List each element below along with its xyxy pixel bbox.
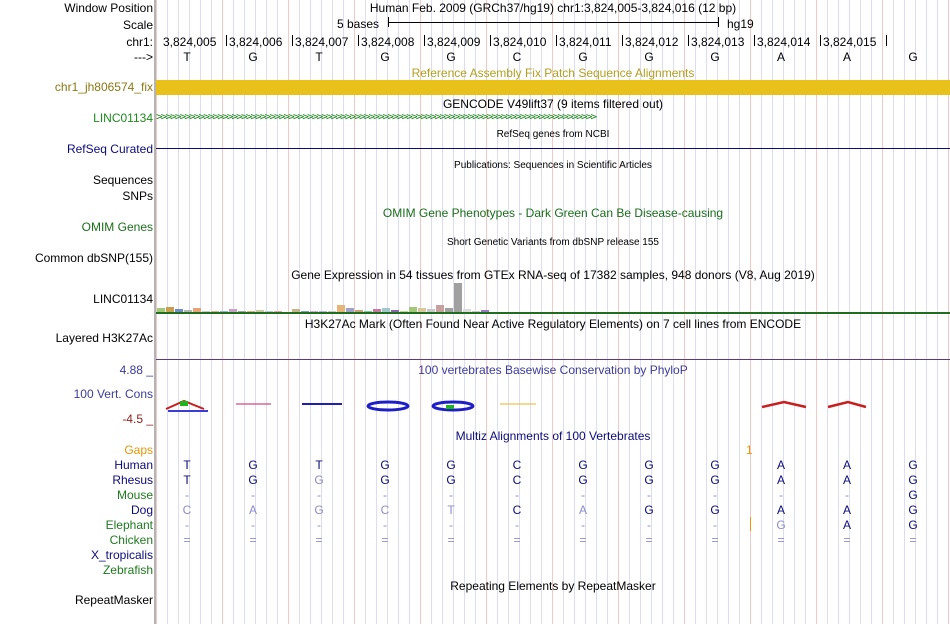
position-tick: [556, 35, 557, 46]
publications-title[interactable]: Publications: Sequences in Scientific Articles: [454, 160, 652, 171]
species-label[interactable]: Elephant: [105, 518, 153, 532]
position-label: 3,824,008: [361, 35, 415, 49]
reference-base: G: [248, 50, 258, 64]
gtex-tissue-bar[interactable]: [454, 283, 462, 313]
aligned-base: -: [185, 488, 189, 502]
strand-arrow-label: --->: [134, 50, 153, 64]
aligned-base: =: [579, 533, 587, 547]
position-label: 3,824,011: [559, 35, 612, 49]
position-label: 3,824,015: [823, 35, 877, 49]
position-tick: [490, 35, 491, 46]
aligned-base: C: [512, 473, 522, 487]
scale-bar: [388, 22, 719, 23]
phylop-min-value: -4.5 _: [122, 412, 153, 426]
gap-bar: [750, 517, 751, 531]
aligned-base: G: [578, 473, 588, 487]
aligned-base: -: [581, 488, 585, 502]
gencode-title[interactable]: GENCODE V49lift37 (9 items filtered out): [442, 97, 664, 111]
aligned-base: -: [317, 518, 321, 532]
aligned-base: T: [183, 458, 191, 472]
aligned-base: -: [713, 488, 717, 502]
refseq-title[interactable]: RefSeq genes from NCBI: [496, 129, 610, 140]
refseq-gene-line[interactable]: [156, 148, 950, 149]
aligned-base: G: [314, 473, 324, 487]
aligned-base: A: [842, 473, 851, 487]
aligned-base: -: [581, 518, 585, 532]
repeatmasker-title[interactable]: Repeating Elements by RepeatMasker: [450, 579, 656, 593]
species-label[interactable]: Chicken: [109, 533, 153, 547]
aligned-base: A: [842, 458, 851, 472]
species-label[interactable]: Zebrafish: [102, 563, 153, 577]
h3k27ac-baseline: [156, 359, 950, 360]
aligned-base: -: [251, 518, 255, 532]
aligned-base: G: [908, 458, 918, 472]
position-label: 3,824,014: [757, 35, 811, 49]
position-label: 3,824,006: [229, 35, 283, 49]
aligned-base: -: [449, 488, 453, 502]
gaps-label[interactable]: Gaps: [124, 443, 153, 457]
refseq-label[interactable]: RefSeq Curated: [66, 142, 153, 156]
fix-patch-bar[interactable]: [156, 80, 950, 95]
aligned-base: A: [776, 503, 785, 517]
gtex-title[interactable]: Gene Expression in 54 tissues from GTEx RNA-seq of 17382 samples, 948 donors (V8, Aug 2019): [291, 268, 815, 282]
aligned-base: G: [380, 473, 390, 487]
scale-text: 5 bases: [337, 17, 380, 31]
aligned-base: G: [776, 518, 786, 532]
aligned-base: A: [578, 503, 587, 517]
position-tick: [688, 35, 689, 46]
aligned-base: G: [908, 473, 918, 487]
reference-base: T: [183, 50, 191, 64]
publications-snps-label[interactable]: SNPs: [122, 189, 153, 203]
aligned-base: G: [644, 473, 654, 487]
aligned-base: T: [315, 458, 323, 472]
aligned-base: G: [578, 458, 588, 472]
aligned-base: =: [315, 533, 323, 547]
position-tick: [358, 35, 359, 46]
aligned-base: -: [383, 518, 387, 532]
position-label: 3,824,009: [427, 35, 481, 49]
aligned-base: =: [645, 533, 653, 547]
h3k27ac-title[interactable]: H3K27Ac Mark (Often Found Near Active Regulatory Elements) on 7 cell lines from ENCODE: [304, 317, 802, 331]
dbsnp-label[interactable]: Common dbSNP(155): [34, 251, 153, 265]
aligned-base: G: [908, 503, 918, 517]
assembly-name: hg19: [727, 17, 754, 31]
aligned-base: -: [317, 488, 321, 502]
aligned-base: A: [842, 518, 851, 532]
phylop-label[interactable]: 100 Vert. Cons: [73, 387, 153, 401]
position-label: 3,824,005: [163, 35, 217, 49]
aligned-base: G: [710, 503, 720, 517]
reference-base: G: [446, 50, 456, 64]
aligned-base: =: [183, 533, 191, 547]
aligned-base: -: [647, 518, 651, 532]
position-tick: [226, 35, 227, 46]
aligned-base: G: [446, 473, 456, 487]
aligned-base: A: [842, 503, 851, 517]
position-tick: [886, 35, 887, 46]
aligned-base: -: [779, 488, 783, 502]
phylop-title[interactable]: 100 vertebrates Basewise Conservation by PhyloP: [418, 363, 688, 377]
aligned-base: G: [446, 458, 456, 472]
gtex-baseline: [156, 312, 950, 314]
fix-patch-title[interactable]: Reference Assembly Fix Patch Sequence Alignments: [411, 66, 695, 80]
aligned-base: =: [249, 533, 257, 547]
reference-base: T: [315, 50, 323, 64]
gencode-gene-label[interactable]: LINC01134: [93, 111, 153, 125]
aligned-base: G: [248, 458, 258, 472]
window-position-title: Human Feb. 2009 (GRCh37/hg19) chr1:3,824,005-3,824,016 (12 bp): [369, 1, 737, 15]
aligned-base: G: [314, 503, 324, 517]
species-label[interactable]: Dog: [130, 503, 153, 517]
aligned-base: =: [777, 533, 785, 547]
aligned-base: =: [513, 533, 521, 547]
position-tick: [424, 35, 425, 46]
aligned-base: -: [647, 488, 651, 502]
aligned-base: -: [515, 488, 519, 502]
aligned-base: C: [512, 458, 522, 472]
scale-label: Scale: [122, 18, 153, 32]
gencode-gene-feature[interactable]: >>>>>>>>>>>>>>>>>>>>>>>>>>>>>>>>>>>>>>>>>>>>>>>>>>>>>>>>>>>>>>>>>>>>>>>>>>>>>>>>>>>>>>>>>>>>>: [156, 110, 596, 123]
aligned-base: -: [845, 488, 849, 502]
omim-label[interactable]: OMIM Genes: [81, 220, 153, 234]
reference-base: A: [842, 50, 851, 64]
aligned-base: T: [447, 503, 455, 517]
aligned-base: A: [248, 503, 257, 517]
position-tick: [292, 35, 293, 46]
aligned-base: =: [447, 533, 455, 547]
gap-marker[interactable]: 1: [746, 443, 753, 457]
reference-base: G: [380, 50, 390, 64]
aligned-base: G: [380, 458, 390, 472]
position-tick: [622, 35, 623, 46]
aligned-base: A: [776, 473, 785, 487]
aligned-base: G: [248, 473, 258, 487]
gtex-expression-bars[interactable]: [156, 283, 950, 313]
publications-sequences-label[interactable]: Sequences: [92, 173, 153, 187]
reference-base: G: [644, 50, 654, 64]
position-label: 3,824,013: [691, 35, 745, 49]
reference-base: G: [578, 50, 588, 64]
logo-mark-4: [368, 402, 408, 410]
species-label[interactable]: Rhesus: [112, 473, 153, 487]
aligned-base: T: [183, 473, 191, 487]
logo-mark-1b: [180, 401, 188, 406]
position-label: 3,824,012: [625, 35, 679, 49]
reference-base: G: [908, 50, 918, 64]
aligned-base: G: [908, 518, 918, 532]
aligned-base: =: [909, 533, 917, 547]
position-tick: [754, 35, 755, 46]
position-label: 3,824,010: [493, 35, 547, 49]
aligned-base: =: [381, 533, 389, 547]
omim-title[interactable]: OMIM Gene Phenotypes - Dark Green Can Be Disease-causing: [382, 206, 724, 220]
species-label[interactable]: Mouse: [116, 488, 153, 502]
reference-base: A: [776, 50, 785, 64]
h3k27ac-label[interactable]: Layered H3K27Ac: [55, 331, 153, 345]
repeatmasker-label[interactable]: RepeatMasker: [74, 593, 153, 607]
aligned-base: G: [644, 503, 654, 517]
dbsnp-title[interactable]: Short Genetic Variants from dbSNP release 155: [447, 237, 659, 248]
aligned-base: =: [843, 533, 851, 547]
aligned-base: -: [185, 518, 189, 532]
logo-mark-1c: [168, 410, 208, 412]
species-label[interactable]: Human: [114, 458, 153, 472]
window-position-label: Window Position: [64, 1, 153, 15]
aligned-base: -: [383, 488, 387, 502]
logo-mark-8: [828, 402, 866, 407]
aligned-base: G: [710, 473, 720, 487]
aligned-base: -: [713, 518, 717, 532]
position-tick: [820, 35, 821, 46]
species-label[interactable]: X_tropicalis: [90, 548, 153, 562]
phylop-max-value: 4.88 _: [119, 363, 153, 377]
gtex-gene-label[interactable]: LINC01134: [93, 292, 153, 306]
position-label: 3,824,007: [295, 35, 349, 49]
multiz-title[interactable]: Multiz Alignments of 100 Vertebrates: [455, 429, 651, 443]
aligned-base: -: [449, 518, 453, 532]
reference-base: G: [710, 50, 720, 64]
aligned-base: G: [710, 458, 720, 472]
aligned-base: C: [512, 503, 522, 517]
phylop-logo-graph[interactable]: [156, 395, 950, 415]
aligned-base: C: [182, 503, 192, 517]
logo-mark-5b: [446, 405, 454, 409]
aligned-base: -: [515, 518, 519, 532]
aligned-base: A: [776, 458, 785, 472]
chrom-label: chr1:: [126, 35, 153, 49]
aligned-base: G: [644, 458, 654, 472]
aligned-base: =: [711, 533, 719, 547]
aligned-base: G: [908, 488, 918, 502]
aligned-base: C: [380, 503, 390, 517]
logo-mark-7: [762, 402, 806, 407]
aligned-base: -: [251, 488, 255, 502]
reference-base: C: [512, 50, 522, 64]
fix-patch-label[interactable]: chr1_jh806574_fix: [54, 80, 153, 94]
